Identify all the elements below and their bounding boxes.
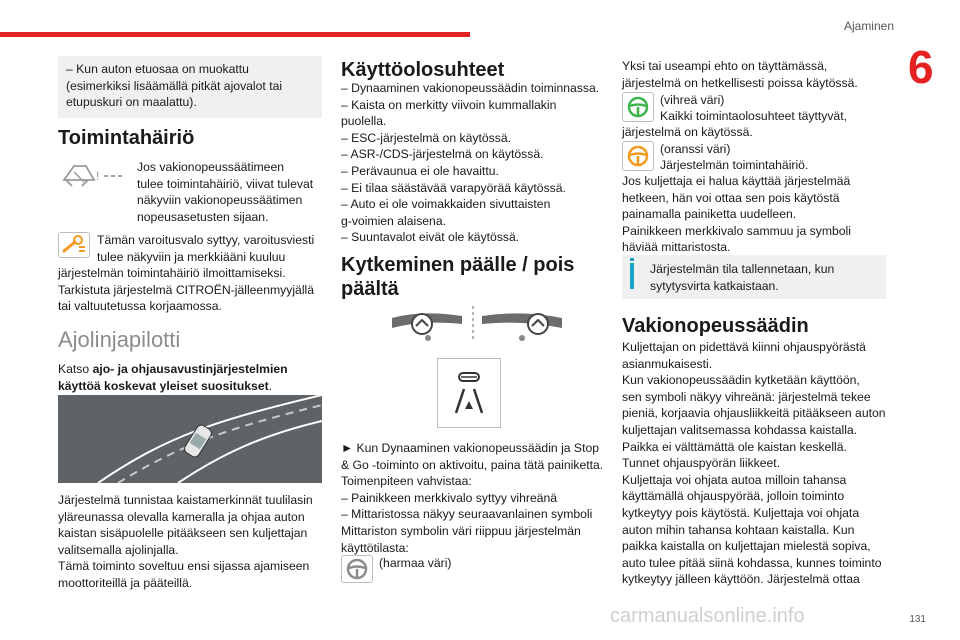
onoff-heading: Kytkeminen päälle / pois päältä xyxy=(341,254,575,300)
lane-text: kaistan sisäpuolelle pitääkseen sen kuljettajan xyxy=(58,526,308,541)
condition-item: – Kaista on merkitty viivoin kummallakin xyxy=(341,97,557,112)
note-line: (esimerkiksi lisäämällä pitkät ajovalot tai xyxy=(66,78,283,93)
cruise-text: Kuljettajan on pidettävä kiinni ohjauspyörästä xyxy=(622,340,866,354)
warning-text: tai valtuutetussa korjaamossa. xyxy=(58,299,222,314)
lane-button-icon xyxy=(437,358,501,428)
cruise-fault-icon xyxy=(60,160,126,190)
cruise-text: Paikka ei välttämättä ole kaistan keskellä. xyxy=(622,439,847,454)
info-icon xyxy=(630,263,634,289)
cruise-text: pieniä, korjaavia ohjausliikkeitä pitääkseen auton xyxy=(622,406,886,421)
cruise-text: Kun vakionopeussäädin kytketään käyttöön, xyxy=(622,373,860,388)
onoff-text: & Go -toiminto on aktivoitu, paina tätä painiketta. xyxy=(341,457,604,472)
lane-reference: Katso ajo- ja ohjausavustinjärjestelmien xyxy=(58,362,288,376)
warning-text: Tarkistuta järjestelmä CITROËN-jälleenmyyjällä xyxy=(58,282,315,297)
steering-wheel-green-icon xyxy=(622,92,654,122)
cruise-text: auton mihin tahansa kohtaan kaistalla. Kun xyxy=(622,522,855,537)
green-state-label: (vihreä väri) xyxy=(660,93,725,107)
onoff-text: Toimenpiteen vahvistaa: xyxy=(341,474,472,489)
fault-text: nopeusasetusten sijaan. xyxy=(137,209,269,224)
onoff-text: – Mittaristossa näkyy seuraavanlainen symboli xyxy=(341,507,593,522)
lane-text: yläreunassa olevalla kameralla ja ohjaa auton xyxy=(58,509,305,524)
lane-text: valitsemalla ajolinjalla. xyxy=(58,542,179,557)
cruise-text: kuljettajan valitsemassa kohdassa kaistalla. xyxy=(622,422,858,437)
cruise-text: Kuljettaja voi ohjata autoa milloin tahansa xyxy=(622,472,847,487)
cruise-text: Tunnet ohjauspyörän liikkeet. xyxy=(622,456,781,471)
condition-item: – Perävaunua ei ole havaittu. xyxy=(341,163,499,178)
onoff-text: Mittariston symbolin väri riippuu järjestelmän xyxy=(341,523,581,538)
info-text: Järjestelmän tila tallennetaan, kun xyxy=(650,262,835,276)
section-title: Ajaminen xyxy=(843,19,894,33)
wrench-warning-icon xyxy=(58,232,90,258)
lane-reference: käyttöä koskevat yleiset suositukset. xyxy=(58,378,273,393)
condition-item: – ESC-järjestelmä on käytössä. xyxy=(341,130,512,145)
state-intro: järjestelmä on hetkellisesti poissa käytössä. xyxy=(622,75,858,90)
warning-text: järjestelmän toimintahäiriö ilmoittamiseksi. xyxy=(58,266,286,280)
cruise-heading: Vakionopeussäädin xyxy=(622,315,809,337)
info-text: sytytysvirta katkaistaan. xyxy=(650,278,779,293)
condition-item: g-voimien alaisena. xyxy=(341,213,447,228)
cruise-text: käyttämällä ohjauspyörää, jolloin toiminto xyxy=(622,489,845,504)
svg-text:!: ! xyxy=(96,169,100,183)
lane-text: Tämä toiminto soveltuu ensi sijassa ajamiseen xyxy=(58,559,310,574)
note-line: – Kun auton etuosaa on muokattu xyxy=(66,62,249,76)
onoff-text: ► Kun Dynaaminen vakionopeussäädin ja Stop xyxy=(341,441,600,455)
fault-heading: Toimintahäiriö xyxy=(58,127,195,149)
deactivate-text: Jos kuljettaja ei halua käyttää järjestelmää xyxy=(622,174,851,188)
warning-text: tulee näkyviin ja merkkiääni kuuluu xyxy=(97,249,286,264)
condition-item: – Auto ei ole voimakkaiden sivuttaisten xyxy=(341,197,551,212)
onoff-text: – Painikkeen merkkivalo syttyy vihreänä xyxy=(341,490,558,505)
onoff-text: käyttötilasta: xyxy=(341,540,409,555)
steering-wheel-icon xyxy=(341,555,373,583)
condition-item: puolella. xyxy=(341,114,387,129)
grey-state-label: (harmaa väri) xyxy=(379,556,452,570)
condition-item: – Ei tilaa säästävää varapyörää käytössä. xyxy=(341,180,566,195)
cruise-text: auto tulee pitää siinä kohdassa, kunnes toiminto xyxy=(622,555,882,570)
cruise-text: kytkeytyy pois käytöstä. Kuljettaja voi ohjata xyxy=(622,505,860,520)
note-line: etupuskuri on maalattu). xyxy=(66,95,197,110)
warning-text: Tämän varoitusvalo syttyy, varoitusviesti xyxy=(97,233,315,247)
condition-item: – Dynaaminen vakionopeussäädin toiminnassa. xyxy=(341,81,600,95)
deactivate-text: Painikkeen merkkivalo sammuu ja symboli xyxy=(622,223,851,238)
page-number: 131 xyxy=(909,614,926,625)
lane-text: Järjestelmä tunnistaa kaistamerkinnät tuulilasin xyxy=(58,493,313,507)
steering-controls-illustration xyxy=(392,302,568,344)
state-intro: Yksi tai useampi ehto on täyttämässä, xyxy=(622,59,828,73)
fault-text: tulee toimintahäiriö, viivat tulevat xyxy=(137,176,314,191)
cruise-text: kytkeytyy jälleen käyttöön. Järjestelmä ottaa xyxy=(622,572,860,587)
lane-heading: Ajolinjapilotti xyxy=(58,327,181,352)
cruise-text: sen symboli näkyy vihreänä: järjestelmä tekee xyxy=(622,389,871,404)
condition-item: – Suuntavalot eivät ole käytössä. xyxy=(341,230,520,245)
deactivate-text: hetkeen, hän voi ottaa sen pois käytöstä xyxy=(622,190,840,205)
fault-text: Jos vakionopeussäätimeen xyxy=(137,160,285,174)
deactivate-text: painamalla painiketta uudelleen. xyxy=(622,207,797,222)
note-box xyxy=(58,56,322,118)
lane-illustration xyxy=(58,395,322,483)
orange-state-label: (oranssi väri) xyxy=(660,142,731,156)
condition-item: – ASR-/CDS-järjestelmä on käytössä. xyxy=(341,147,544,162)
info-box xyxy=(622,255,886,299)
cruise-text: asianmukaisesti. xyxy=(622,356,713,371)
cruise-text: paikka kaistalla on kuljettajan mielestä sopiva, xyxy=(622,539,871,554)
steering-wheel-orange-icon xyxy=(622,141,654,171)
header-accent-bar xyxy=(0,32,470,37)
lane-text: moottoriteillä ja pääteillä. xyxy=(58,575,193,590)
watermark: carmanualsonline.info xyxy=(610,605,805,627)
orange-state-text: Järjestelmän toimintahäiriö. xyxy=(660,158,809,172)
conditions-heading: Käyttöolosuhteet xyxy=(341,59,505,81)
chapter-number: 6 xyxy=(908,41,934,93)
deactivate-text: häviää mittaristosta. xyxy=(622,240,731,255)
green-state-text: Kaikki toimintaolosuhteet täyttyvät, xyxy=(660,109,847,123)
green-state-text: järjestelmä on käytössä. xyxy=(622,125,753,139)
fault-text: näkyviin vakionopeussäätimen xyxy=(137,193,303,208)
